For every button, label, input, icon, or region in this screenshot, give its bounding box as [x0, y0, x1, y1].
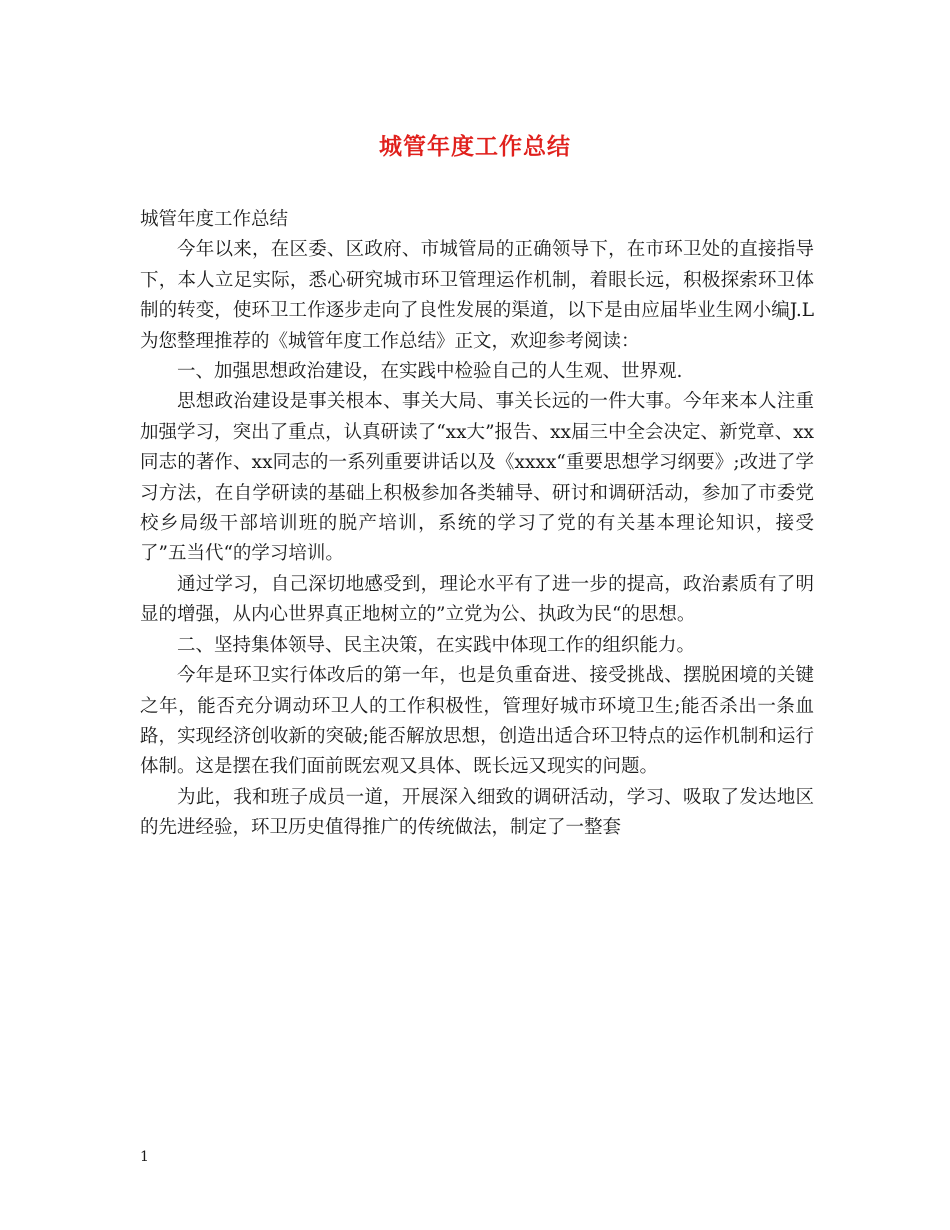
paragraph: 通过学习，自己深切地感受到，理论水平有了进一步的提高，政治素质有了明显的增强，从内心世界真正地树立的”立党为公、执政为民“的思想。	[140, 573, 814, 626]
section-heading-2: 二、坚持集体领导、民主决策，在实践中体现工作的组织能力。	[177, 634, 696, 656]
paragraph-intro: 今年以来，在区委、区政府、市城管局的正确领导下，在市环卫处的直接指导下，本人立足实际，悉心研究城市环卫管理运作机制，着眼长远，积极探索环卫体制的转变，使环卫工作逐步走向了良性发展的渠道，以下是由应届毕业生网小编J.L为您整理推荐的《城管年度工作总结》正文，欢迎参考阅读：	[140, 239, 814, 352]
paragraph: 今年是环卫实行体改后的第一年，也是负重奋进、接受挑战、摆脱困境的关键之年，能否充分调动环卫人的工作积极性，管理好城市环境卫生;能否杀出一条血路，实现经济创收新的突破;能否解放思想，创造出适合环卫特点的运作机制和运行体制。这是摆在我们面前既宏观又具体、既长远又现实的问题。	[140, 665, 814, 778]
page-number: 1	[140, 1149, 149, 1165]
section-heading-1: 一、加强思想政治建设，在实践中检验自己的人生观、世界观.	[177, 361, 683, 383]
paragraph: 思想政治建设是事关根本、事关大局、事关长远的一件大事。今年来本人注重加强学习，突出了重点，认真研读了“xx大”报告、xx届三中全会决定、新党章、xx同志的著作、xx同志的一系列重要讲话以及《xxxx“重要思想学习纲要》;改进了学习方法，在自学研读的基础上积极参加各类辅导、研讨和调研活动，参加了市委党校乡局级干部培训班的脱产培训，系统的学习了党的有关基本理论知识，接受了”五当代“的学习培训。	[140, 391, 814, 565]
paragraph: 为此，我和班子成员一道，开展深入细致的调研活动，学习、吸取了发达地区的先进经验，环卫历史值得推广的传统做法，制定了一整套	[140, 786, 814, 839]
paragraph-subtitle: 城管年度工作总结	[140, 209, 289, 230]
document-body	[140, 205, 814, 844]
document-title: 城管年度工作总结	[379, 133, 571, 160]
